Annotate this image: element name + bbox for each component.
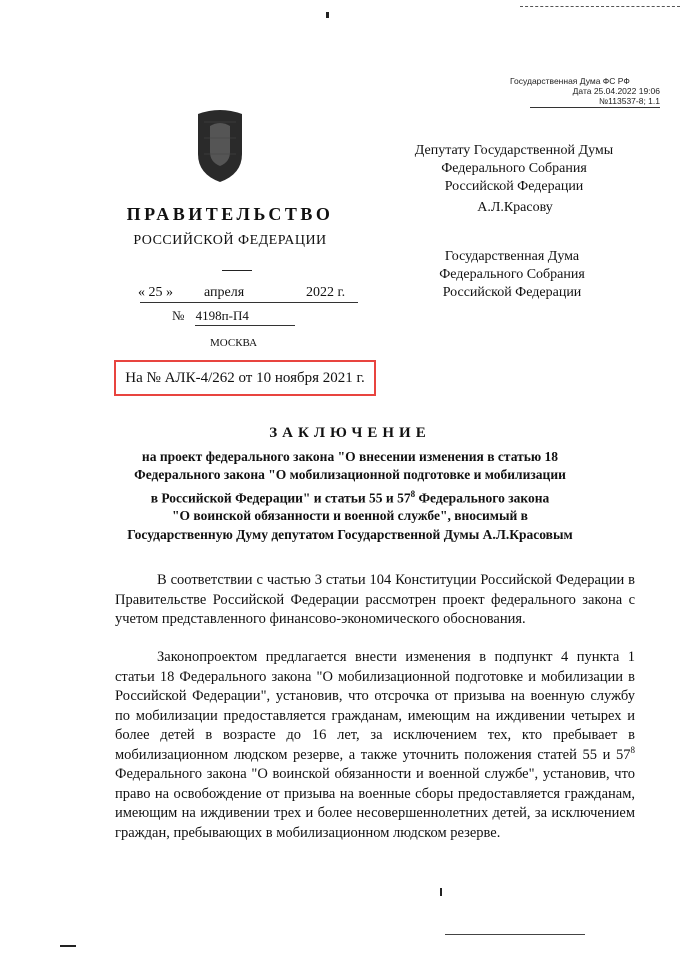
addressee-line: Федерального Собрания bbox=[441, 161, 587, 176]
subject-line: на проект федерального закона "О внесении изменения в статью 18 bbox=[141, 449, 559, 464]
superscript: 8 bbox=[410, 488, 416, 499]
document-number bbox=[172, 308, 249, 324]
city-label: МОСКВА bbox=[210, 337, 258, 349]
scan-mark bbox=[445, 934, 585, 935]
superscript: 8 bbox=[630, 744, 635, 755]
document-heading: ЗАКЛЮЧЕНИЕ bbox=[269, 425, 431, 441]
addressee-block bbox=[390, 142, 638, 196]
addressee-name: А.Л.Красову bbox=[477, 200, 553, 215]
divider bbox=[195, 325, 295, 326]
body-paragraph: В соответствии с частью 3 статьи 104 Конституции Российской Федерации в Правительстве Российской Федерации рассмотрен проект федерального закона с учетом представленного финансово-экономического обоснования. bbox=[115, 572, 635, 627]
recipient-line: Федерального Собрания bbox=[439, 267, 585, 282]
stamp-line: Государственная Дума ФС РФ bbox=[510, 76, 630, 86]
date-month: апреля bbox=[204, 285, 245, 300]
registration-stamp bbox=[510, 76, 660, 108]
org-title: ПРАВИТЕЛЬСТВО bbox=[126, 204, 334, 224]
subject-line: в Российской Федерации" и статьи 55 и $57^8$ Федерального закона bbox=[150, 488, 550, 506]
body-paragraph: Законопроектом предлагается внести изменения в подпункт 4 пункта 1 статьи 18 Федерального закона "О мобилизационной подготовке и мобилизации в Российской Федерации", установив, что отсрочка от призыва на военную службу по мобилизации предоставляется гражданам, имеющим на иждивении четырех и более детей в возрасте до 16 лет, за исключением тех, кто пребывает в мобилизационном людском резерве, а также уточнить положения статей 55 и $57^8$ Федерального закона "О воинской обязанности и военной службе", установив, что право на освобождение от призыва на военные сборы предоставляется гражданам, имеющим на иждивении трех и более несовершеннолетних детей, за исключением граждан, пребывающих в мобилизационном людском резерве. bbox=[115, 649, 635, 841]
date-day: « 25 » bbox=[138, 285, 173, 300]
subject-line: Государственную Думу депутатом Государственной Думы А.Л.Красовым bbox=[127, 526, 573, 542]
scan-mark bbox=[520, 6, 680, 7]
number-value: 4198п-П4 bbox=[195, 308, 249, 323]
stamp-line: №113537-8; 1.1 bbox=[599, 96, 660, 106]
reference-highlight bbox=[114, 360, 376, 396]
scan-mark bbox=[440, 888, 442, 896]
reference-text: На № АЛК-4/262 от 10 ноября 2021 г. bbox=[125, 370, 365, 386]
divider bbox=[222, 270, 252, 271]
number-prefix: № bbox=[172, 308, 185, 323]
recipient-line: Государственная Дума bbox=[444, 249, 580, 264]
stamp-line: Дата 25.04.2022 19:06 bbox=[572, 86, 660, 96]
addressee-line: Депутату Государственной Думы bbox=[414, 143, 614, 158]
emblem-icon bbox=[190, 104, 250, 184]
scan-mark bbox=[60, 945, 76, 947]
org-subtitle: РОССИЙСКОЙ ФЕДЕРАЦИИ bbox=[133, 233, 327, 248]
recipient-block bbox=[388, 248, 636, 302]
recipient-line: Российской Федерации bbox=[442, 285, 582, 300]
scan-mark bbox=[326, 12, 329, 18]
addressee-line: Российской Федерации bbox=[444, 179, 584, 194]
date-year: 2022 г. bbox=[306, 285, 346, 300]
divider bbox=[140, 302, 358, 303]
subject-line: Федерального закона "О мобилизационной подготовке и мобилизации bbox=[134, 467, 566, 483]
subject-line: "О воинской обязанности и военной службе", вносимый в bbox=[172, 508, 528, 524]
document-subject bbox=[80, 448, 620, 544]
